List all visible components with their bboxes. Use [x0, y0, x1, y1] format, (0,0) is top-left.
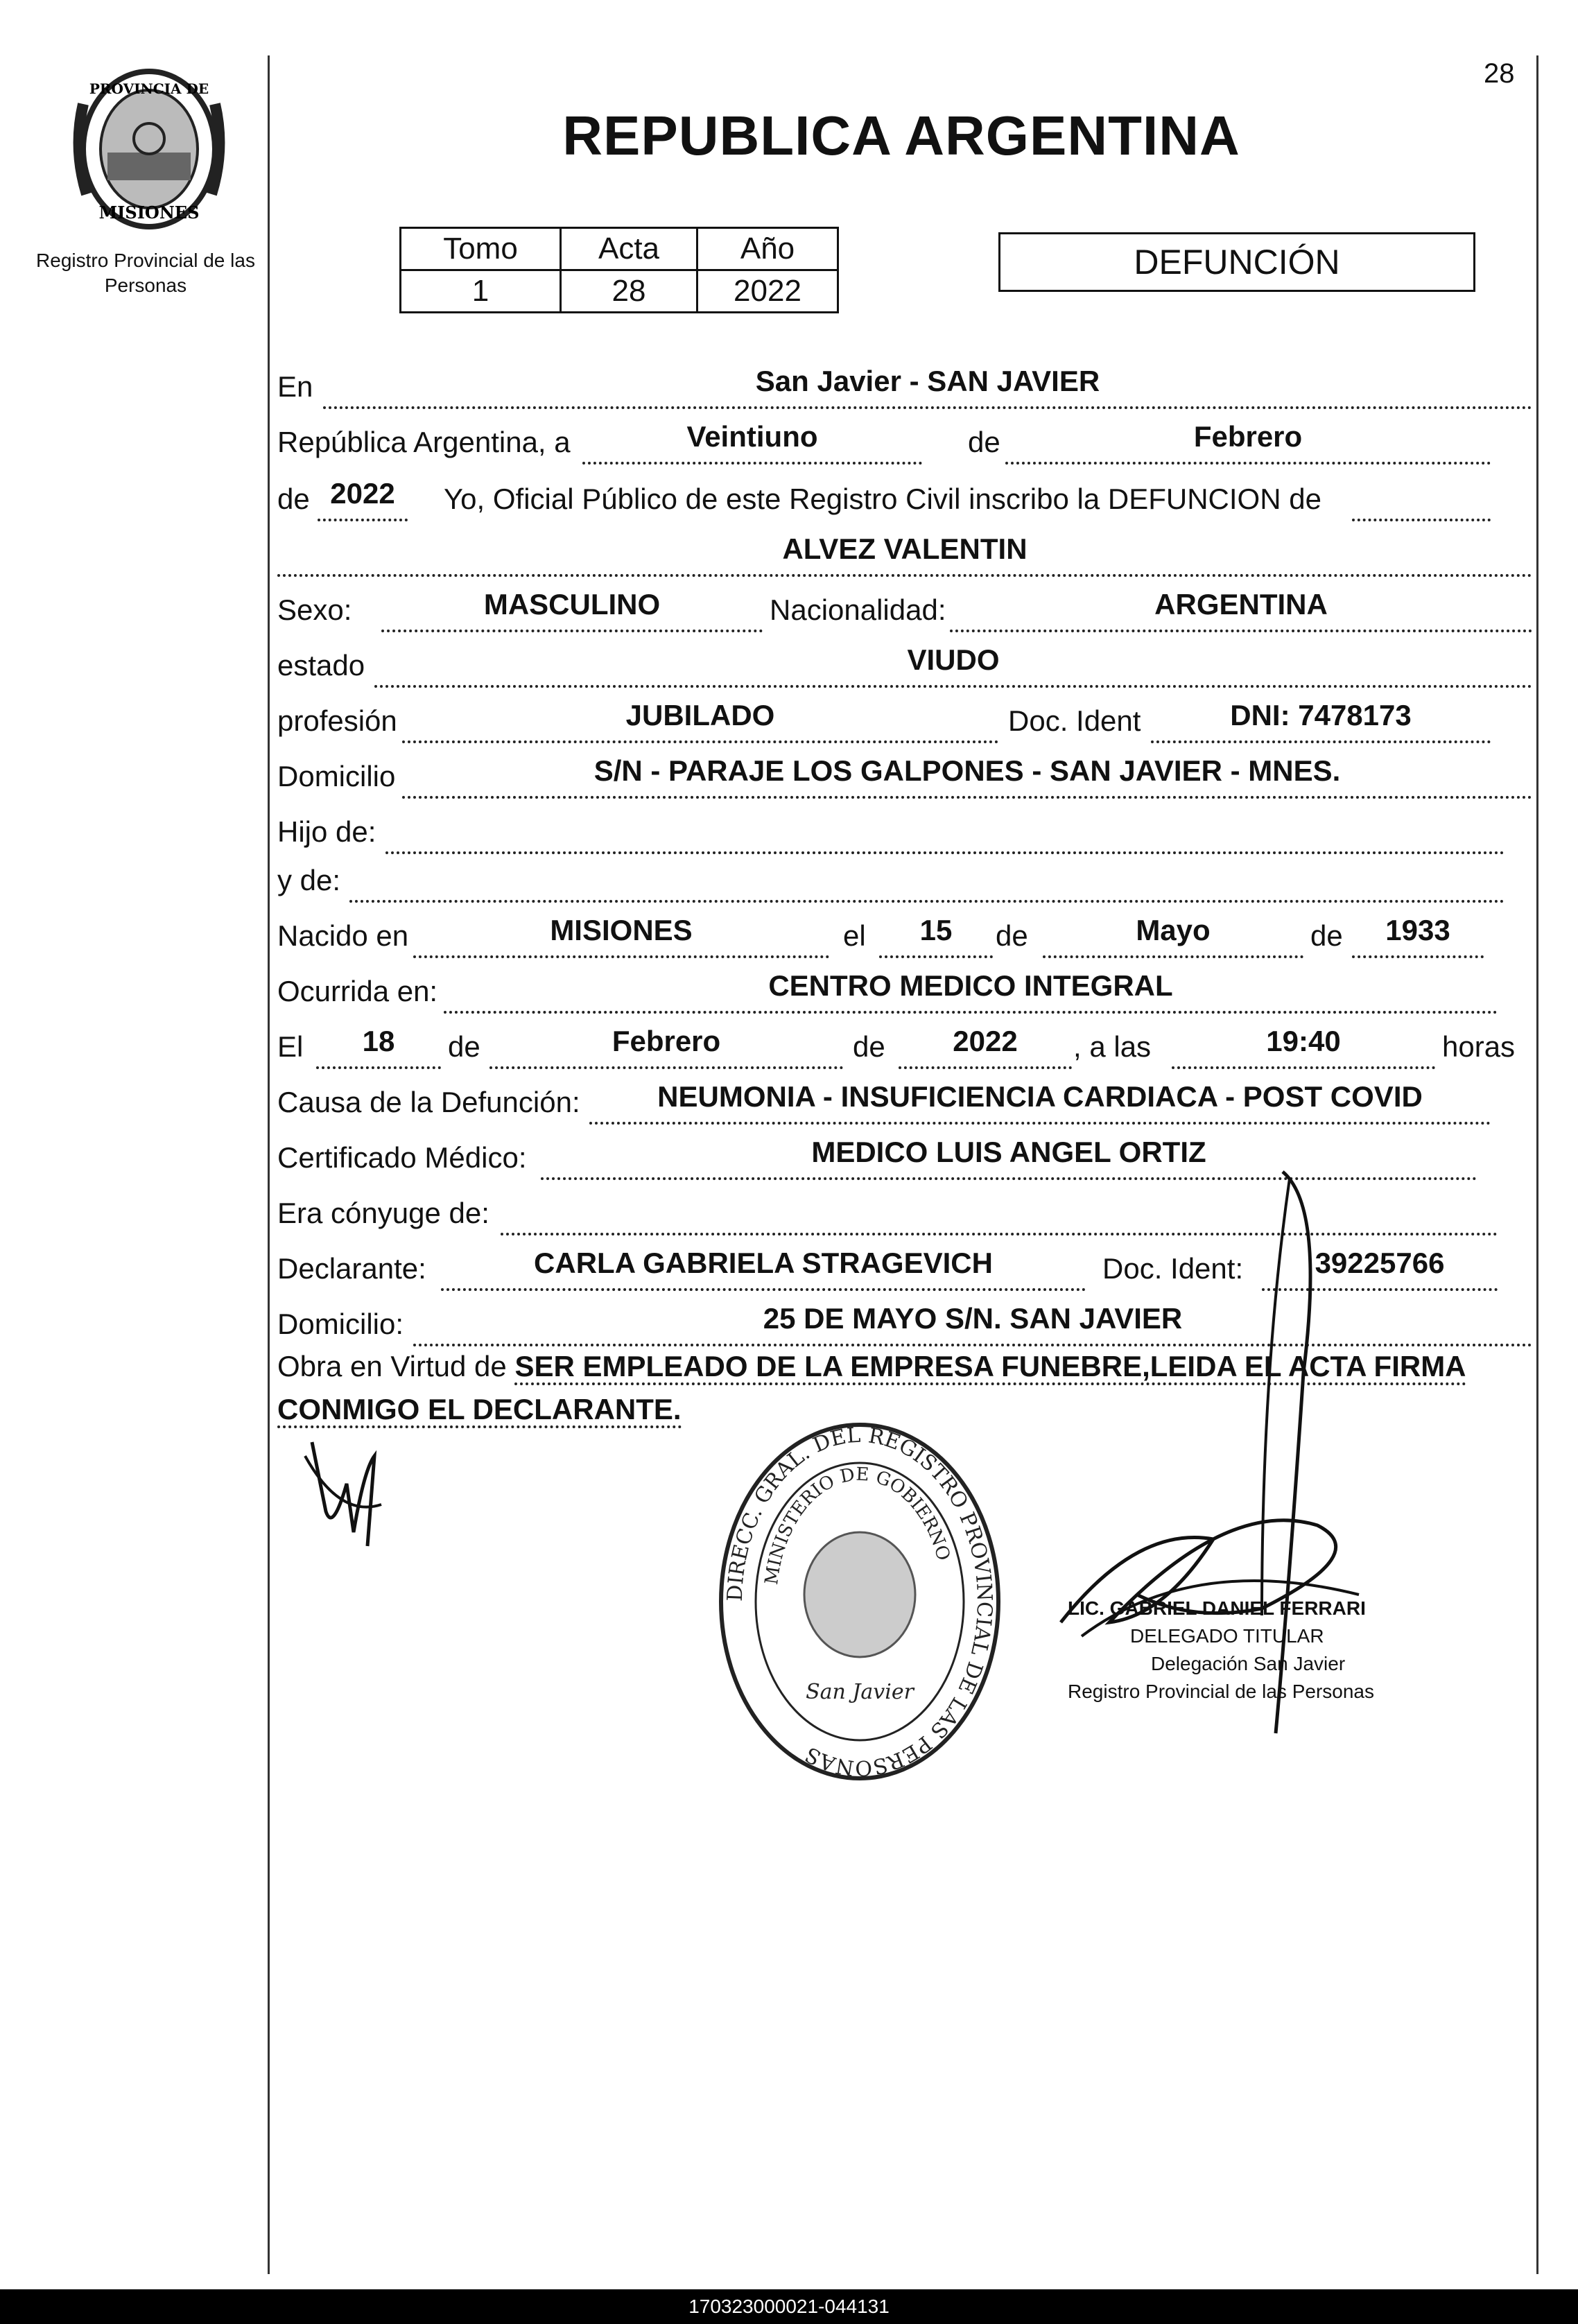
row-nacido [277, 910, 1484, 958]
doc-ident2-label: Doc. Ident: [1102, 1252, 1244, 1285]
row-domicilio [277, 750, 1532, 799]
ocurrida-value: CENTRO MEDICO INTEGRAL [768, 969, 1173, 1002]
oficial-text: Yo, Oficial Público de este Registro Civil inscribo la DEFUNCION de [444, 483, 1321, 515]
row-sexo [277, 584, 1532, 632]
row-en [277, 361, 1532, 409]
row-yde [277, 854, 1505, 903]
de-label-2: de [277, 483, 310, 515]
yde-field [349, 861, 1505, 903]
nacionalidad-value: ARGENTINA [1154, 588, 1328, 621]
stamp-inner-text: MINISTERIO DE GOBIERNO [761, 1464, 954, 1586]
hijo-field [385, 813, 1505, 854]
year-value: 2022 [330, 477, 395, 510]
en-label: En [277, 370, 313, 403]
yde-label: y de: [277, 864, 341, 896]
tomo-header: Tomo [401, 228, 561, 270]
row-hijo [277, 806, 1505, 854]
page-number: 28 [1484, 58, 1515, 89]
signatory-office: Delegación San Javier [1151, 1653, 1346, 1674]
doc-ident-label: Doc. Ident [1008, 704, 1141, 737]
obra-value-2: CONMIGO EL DECLARANTE. [277, 1393, 682, 1428]
causa-label: Causa de la Defunción: [277, 1086, 580, 1118]
estado-value: VIUDO [907, 643, 1000, 676]
profesion-value: JUBILADO [625, 699, 775, 731]
de-label-3: de [996, 919, 1028, 952]
signatory-name: LIC. GABRIEL DANIEL FERRARI [1068, 1597, 1366, 1619]
obra-value-1: SER EMPLEADO DE LA EMPRESA FUNEBRE,LEIDA EL ACTA FIRMA [514, 1350, 1466, 1385]
def-month-value: Febrero [612, 1025, 721, 1057]
el-label: el [843, 919, 866, 952]
declarante-label: Declarante: [277, 1252, 426, 1285]
acta-value: 28 [561, 270, 697, 313]
def-day-value: 18 [362, 1025, 395, 1057]
nacionalidad-field [950, 588, 1532, 632]
domicilio-value: S/N - PARAJE LOS GALPONES - SAN JAVIER - MNES. [593, 754, 1341, 787]
conyuge-label: Era cónyuge de: [277, 1197, 489, 1229]
certificado-label: Certificado Médico: [277, 1141, 527, 1174]
estado-field [374, 643, 1532, 688]
nac-year-field [1352, 914, 1484, 958]
day-value: Veintiuno [686, 420, 818, 453]
nac-month-value: Mayo [1136, 914, 1211, 946]
def-month-field [489, 1027, 843, 1069]
row-anio [277, 473, 1491, 521]
signatory-registry: Registro Provincial de las Personas [1068, 1681, 1374, 1702]
republica-label: República Argentina, a [277, 426, 571, 458]
sexo-field [381, 588, 763, 632]
domicilio-label: Domicilio [277, 760, 396, 792]
causa-field [589, 1080, 1491, 1125]
signature-block [1068, 1595, 1374, 1706]
def-year-field [899, 1027, 1072, 1069]
domicilio-field [402, 754, 1532, 799]
nac-year-value: 1933 [1385, 914, 1450, 946]
left-margin-line [268, 55, 270, 2274]
nacido-value: MISIONES [550, 914, 693, 946]
de-label-6: de [853, 1030, 885, 1063]
oficial-trailing-field [1352, 480, 1491, 521]
logo-caption: Registro Provincial de las Personas [36, 250, 255, 296]
nacido-field [413, 914, 829, 958]
nac-day-value: 15 [919, 914, 953, 946]
hijo-label: Hijo de: [277, 815, 376, 848]
row-profesion [277, 695, 1491, 743]
en-field [323, 367, 1532, 409]
profesion-label: profesión [277, 704, 397, 737]
domicilio2-label: Domicilio: [277, 1308, 404, 1340]
declarante-value: CARLA GABRIELA STRAGEVICH [534, 1247, 993, 1279]
row-ocurrida [277, 965, 1498, 1014]
anio-header: Año [697, 228, 838, 270]
registry-table [399, 227, 839, 313]
month-value: Febrero [1193, 420, 1303, 453]
doc-ident-field [1151, 699, 1491, 743]
tomo-value: 1 [401, 270, 561, 313]
def-time-value: 19:40 [1266, 1025, 1341, 1057]
logo-bottom-text: MISIONES [98, 202, 200, 223]
def-day-field [316, 1027, 441, 1069]
sexo-label: Sexo: [277, 593, 352, 626]
year-field [318, 477, 408, 521]
nac-day-field [879, 914, 993, 958]
nacido-label: Nacido en [277, 919, 409, 952]
doc-ident2-value: 39225766 [1315, 1247, 1445, 1279]
anio-value: 2022 [697, 270, 838, 313]
causa-value: NEUMONIA - INSUFICIENCIA CARDIACA - POST COVID [657, 1080, 1423, 1113]
document-type-box: DEFUNCIÓN [998, 232, 1475, 292]
page-title: REPUBLICA ARGENTINA [562, 105, 1240, 166]
stamp-outer-text: DIRECC. GRAL. DEL REGISTRO PROVINCIAL DE LAS PERSONAS [722, 1423, 997, 1780]
ocurrida-label: Ocurrida en: [277, 975, 438, 1007]
right-margin-line [1536, 55, 1538, 2274]
stamp-center-text: San Javier [806, 1680, 914, 1704]
name-field [277, 532, 1532, 577]
footer-code: 170323000021-044131 [0, 2289, 1578, 2324]
obra-label: Obra en Virtud de [277, 1350, 507, 1382]
horas-label: horas [1442, 1030, 1516, 1063]
def-time-field [1172, 1027, 1435, 1069]
row-fecha [277, 416, 1491, 465]
month-field [1005, 420, 1491, 465]
alas-label: , a las [1073, 1030, 1152, 1063]
official-stamp [714, 1421, 1005, 1782]
de-label-1: de [968, 426, 1000, 458]
doc-ident-value: DNI: 7478173 [1230, 699, 1412, 731]
acta-header: Acta [561, 228, 697, 270]
profesion-field [402, 699, 998, 743]
el2-label: El [277, 1030, 304, 1063]
logo-top-text: PROVINCIA DE [89, 80, 209, 97]
row-fecha-defuncion [277, 1021, 1532, 1069]
sexo-value: MASCULINO [483, 588, 661, 621]
row-causa [277, 1076, 1491, 1125]
certificado-value: MEDICO LUIS ANGEL ORTIZ [811, 1136, 1206, 1168]
declarant-signature [298, 1428, 395, 1553]
en-value: San Javier - SAN JAVIER [755, 365, 1100, 397]
day-field [582, 420, 922, 465]
nac-month-field [1043, 914, 1303, 958]
row-estado [277, 639, 1532, 688]
de-label-4: de [1310, 919, 1343, 952]
signatory-title: DELEGADO TITULAR [1130, 1625, 1324, 1647]
estado-label: estado [277, 649, 365, 682]
row-nombre [277, 528, 1532, 577]
nacionalidad-label: Nacionalidad: [770, 593, 946, 626]
ocurrida-field [444, 969, 1498, 1014]
province-seal-logo [69, 62, 229, 236]
domicilio2-value: 25 DE MAYO S/N. SAN JAVIER [763, 1302, 1183, 1335]
declarante-field [441, 1249, 1086, 1291]
de-label-5: de [448, 1030, 480, 1063]
def-year-value: 2022 [953, 1025, 1018, 1057]
name-value: ALVEZ VALENTIN [782, 532, 1028, 565]
